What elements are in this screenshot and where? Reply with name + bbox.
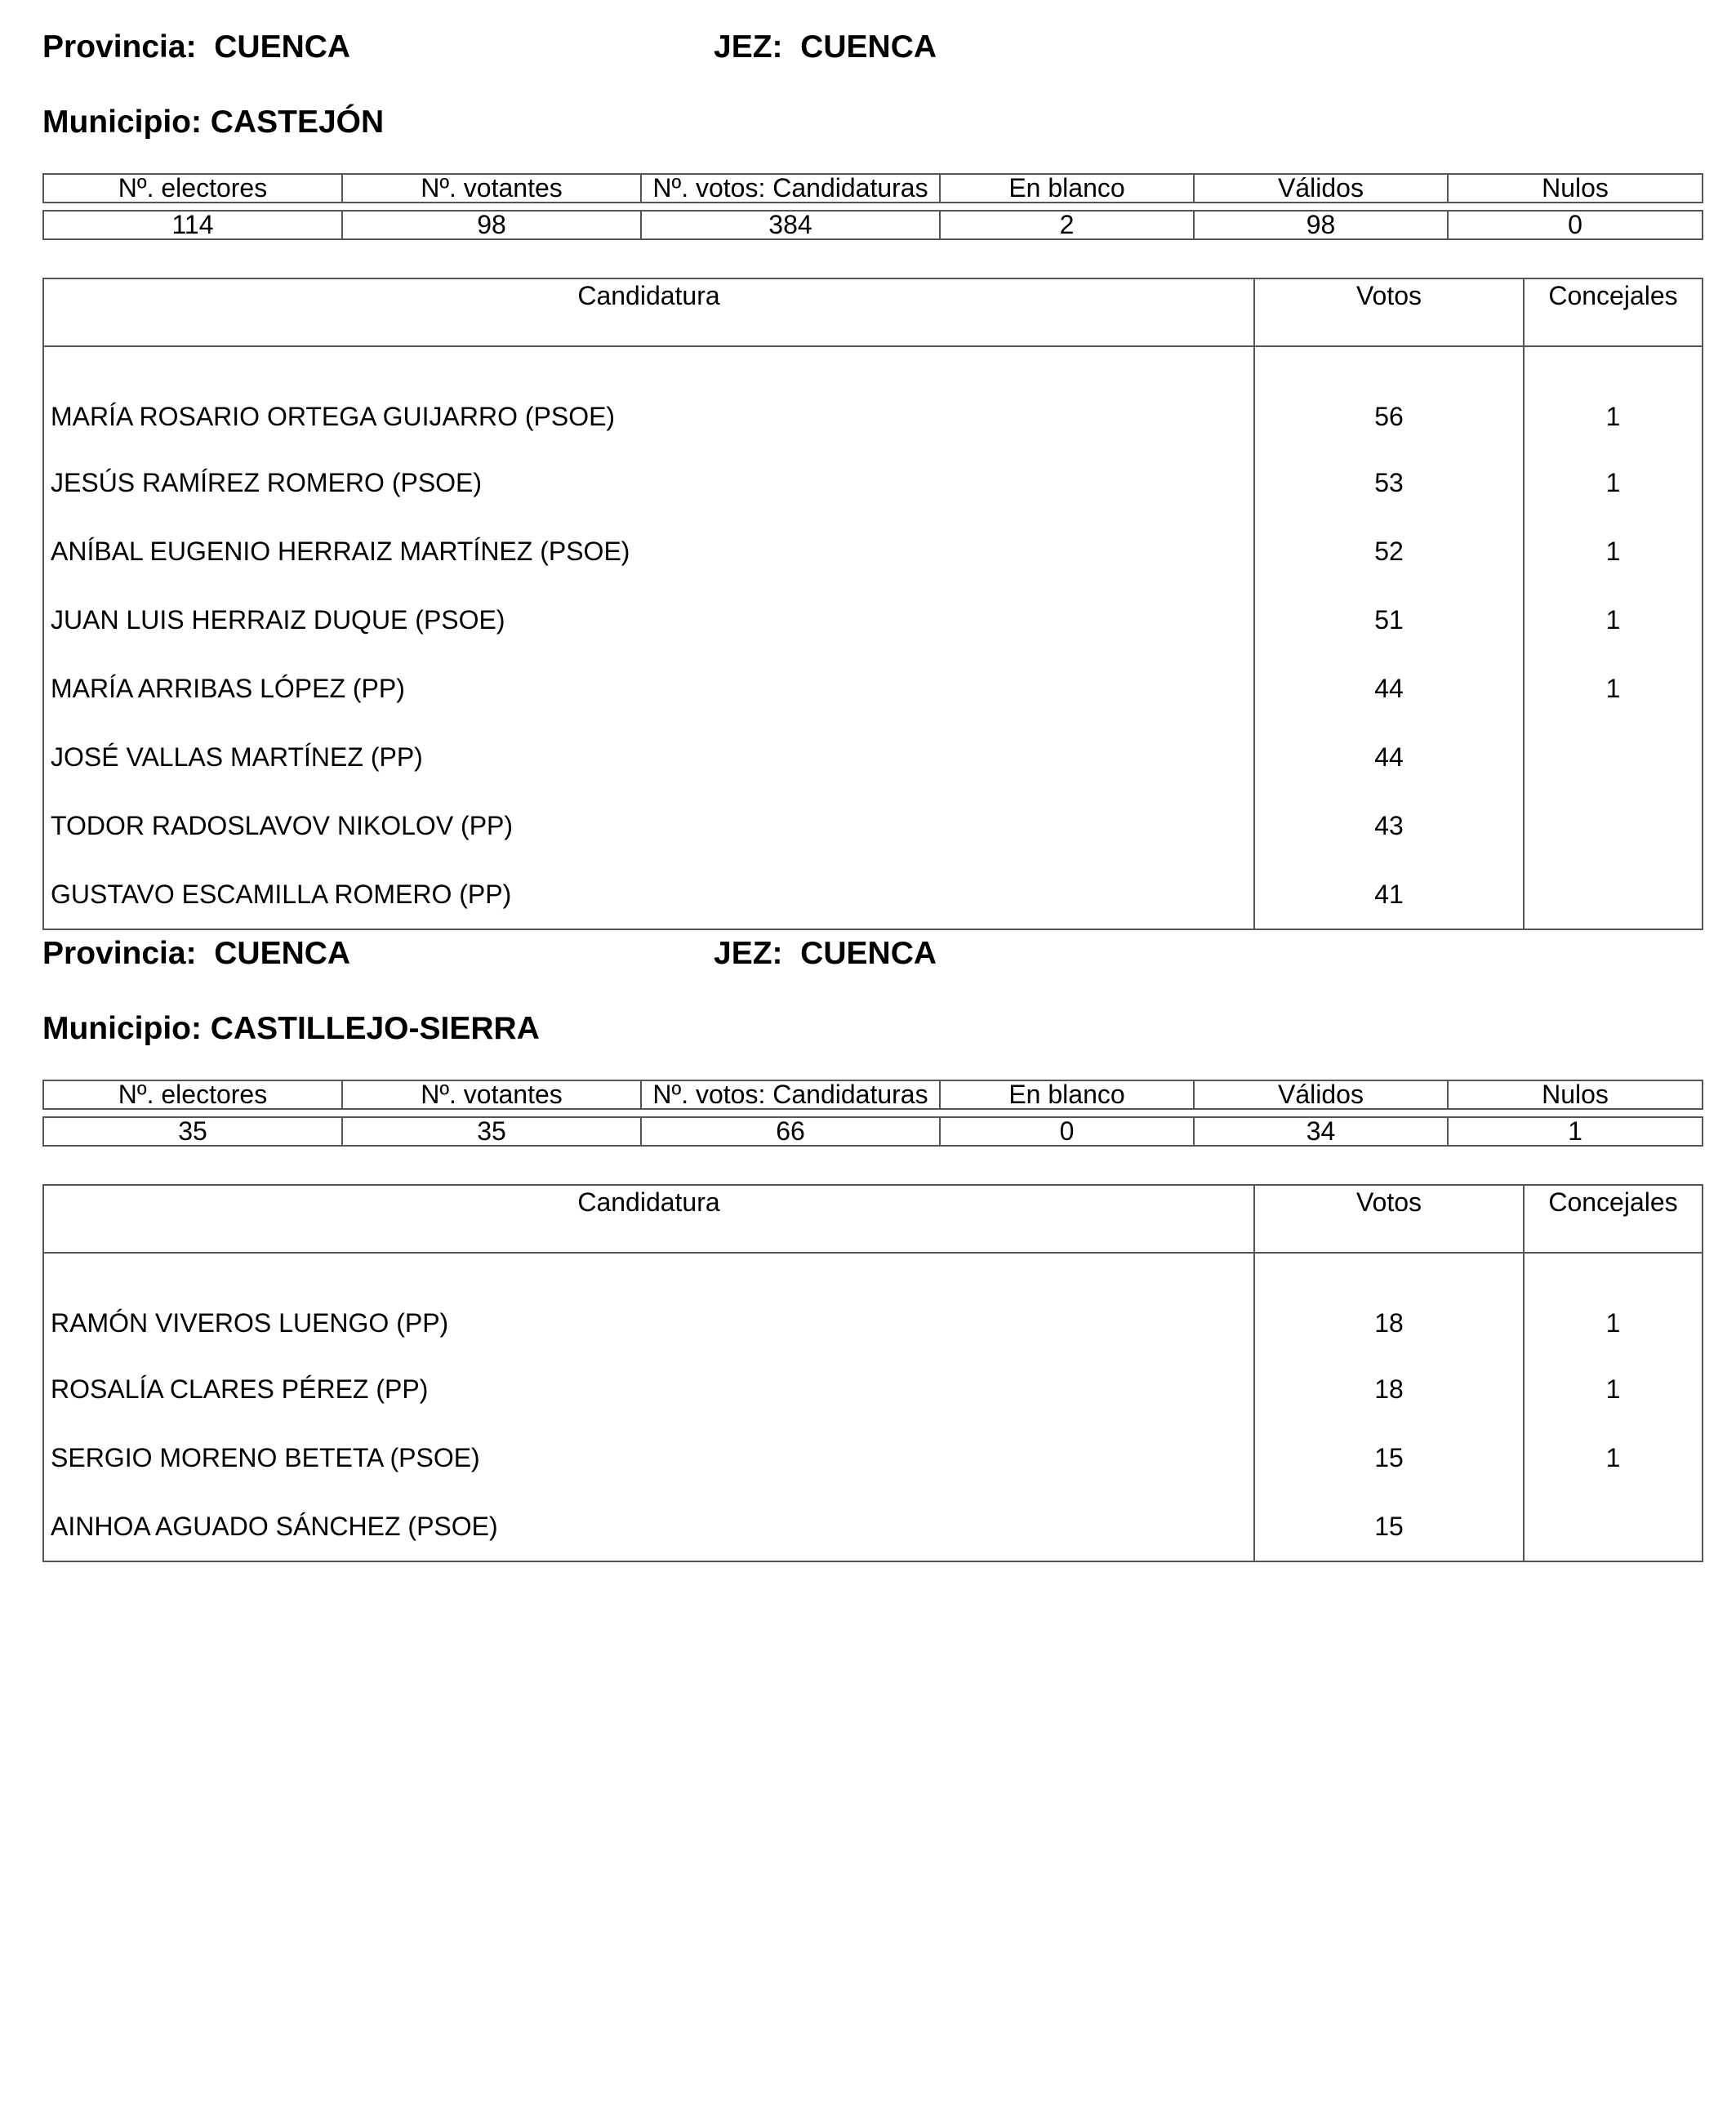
municipio-label: Municipio: CASTEJÓN: [42, 105, 385, 140]
candidate-seats: [1524, 723, 1703, 791]
candidate-votes: 44: [1254, 723, 1524, 791]
candidate-row: [43, 723, 1703, 791]
summary-table: [42, 173, 1703, 240]
summary-value-cell: 34: [1194, 1117, 1448, 1146]
summary-value-row: [43, 211, 1703, 239]
candidate-name: JESÚS RAMÍREZ ROMERO (PSOE): [43, 448, 1254, 517]
jez-label: JEZ: CUENCA: [714, 936, 937, 971]
summary-table: [42, 1080, 1703, 1147]
candidate-votes: 18: [1254, 1253, 1524, 1355]
candidate-row: [43, 1253, 1703, 1355]
candidate-seats: 1: [1605, 604, 1621, 635]
candidatura-header: Candidatura: [43, 278, 1254, 346]
candidate-row: [43, 791, 1703, 860]
summary-value-cell: 35: [342, 1117, 641, 1146]
candidate-name: TODOR RADOSLAVOV NIKOLOV (PP): [43, 791, 1254, 860]
summary-value-cell: 1: [1448, 1117, 1703, 1146]
summary-header-row: [43, 1080, 1703, 1109]
summary-header-cell: Nº. votantes: [342, 174, 641, 203]
candidate-row: [43, 517, 1703, 586]
candidate-name: ANÍBAL EUGENIO HERRAIZ MARTÍNEZ (PSOE): [43, 517, 1254, 586]
candidate-seats: [1524, 860, 1703, 929]
summary-header-cell: Nº. electores: [43, 174, 342, 203]
candidate-votes: 56: [1254, 346, 1524, 448]
candidate-votes: 18: [1254, 1355, 1524, 1423]
candidate-votes: 53: [1254, 448, 1524, 517]
candidate-row: [43, 860, 1703, 929]
candidate-seats: 1: [1605, 536, 1621, 566]
candidate-seats: 1: [1605, 1374, 1621, 1404]
candidate-votes: 43: [1254, 791, 1524, 860]
summary-value-cell: 98: [1194, 211, 1448, 239]
candidate-name: SERGIO MORENO BETETA (PSOE): [43, 1423, 1254, 1492]
summary-header-row: [43, 174, 1703, 203]
candidate-seats: 1: [1605, 1308, 1621, 1338]
candidate-name: MARÍA ROSARIO ORTEGA GUIJARRO (PSOE): [43, 346, 1254, 448]
summary-value-row: [43, 1117, 1703, 1146]
candidate-seats: 1: [1605, 673, 1621, 703]
candidatura-header: Candidatura: [43, 1185, 1254, 1253]
candidate-row: [43, 346, 1703, 448]
candidate-seats: 1: [1605, 402, 1621, 431]
section-header: [42, 23, 1702, 72]
candidate-votes: 44: [1254, 654, 1524, 723]
summary-header-cell: Nº. votos: Candidaturas: [641, 174, 940, 203]
candidate-row: [43, 654, 1703, 723]
candidate-votes: 52: [1254, 517, 1524, 586]
summary-value-cell: 384: [641, 211, 940, 239]
provincia-label: Provincia: CUENCA: [42, 29, 351, 65]
votos-header: Votos: [1254, 278, 1524, 346]
votos-header: Votos: [1254, 1185, 1524, 1253]
candidates-table: [42, 278, 1703, 930]
summary-header-cell: En blanco: [940, 1080, 1194, 1109]
section-header: [42, 929, 1702, 978]
candidate-votes: 41: [1254, 860, 1524, 929]
candidate-seats: 1: [1605, 467, 1621, 497]
candidate-votes: 51: [1254, 586, 1524, 654]
summary-header-cell: Nº. votos: Candidaturas: [641, 1080, 940, 1109]
summary-value-cell: 114: [43, 211, 342, 239]
candidate-seats: [1524, 791, 1703, 860]
candidates-header-row: [43, 278, 1703, 346]
summary-header-cell: Nº. electores: [43, 1080, 342, 1109]
candidate-row: [43, 1423, 1703, 1492]
provincia-label: Provincia: CUENCA: [42, 936, 351, 971]
candidate-votes: 15: [1254, 1492, 1524, 1561]
candidate-seats: 1: [1605, 1442, 1621, 1472]
municipio-label: Municipio: CASTILLEJO-SIERRA: [42, 1011, 540, 1046]
summary-header-cell: Nº. votantes: [342, 1080, 641, 1109]
summary-header-cell: Nulos: [1448, 174, 1703, 203]
candidate-name: JOSÉ VALLAS MARTÍNEZ (PP): [43, 723, 1254, 791]
candidate-row: [43, 1492, 1703, 1561]
candidate-votes: 15: [1254, 1423, 1524, 1492]
summary-value-cell: 2: [940, 211, 1194, 239]
summary-header-cell: Válidos: [1194, 174, 1448, 203]
municipio-section: [42, 23, 1702, 930]
concejales-header: Concejales: [1524, 1185, 1703, 1253]
summary-value-cell: 98: [342, 211, 641, 239]
candidate-name: MARÍA ARRIBAS LÓPEZ (PP): [43, 654, 1254, 723]
municipio-section: [42, 929, 1702, 1562]
summary-header-cell: Nulos: [1448, 1080, 1703, 1109]
summary-value-cell: 35: [43, 1117, 342, 1146]
candidate-name: JUAN LUIS HERRAIZ DUQUE (PSOE): [43, 586, 1254, 654]
candidate-name: ROSALÍA CLARES PÉREZ (PP): [43, 1355, 1254, 1423]
candidate-name: RAMÓN VIVEROS LUENGO (PP): [43, 1253, 1254, 1355]
summary-header-cell: Válidos: [1194, 1080, 1448, 1109]
jez-label: JEZ: CUENCA: [714, 29, 937, 65]
candidates-header-row: [43, 1185, 1703, 1253]
summary-value-cell: 66: [641, 1117, 940, 1146]
candidate-name: AINHOA AGUADO SÁNCHEZ (PSOE): [43, 1492, 1254, 1561]
candidate-row: [43, 448, 1703, 517]
summary-value-cell: 0: [940, 1117, 1194, 1146]
concejales-header: Concejales: [1524, 278, 1703, 346]
candidate-row: [43, 1355, 1703, 1423]
summary-value-cell: 0: [1448, 211, 1703, 239]
candidate-row: [43, 586, 1703, 654]
candidate-seats: [1524, 1492, 1703, 1561]
summary-header-cell: En blanco: [940, 174, 1194, 203]
candidates-table: [42, 1184, 1703, 1562]
candidate-name: GUSTAVO ESCAMILLA ROMERO (PP): [43, 860, 1254, 929]
